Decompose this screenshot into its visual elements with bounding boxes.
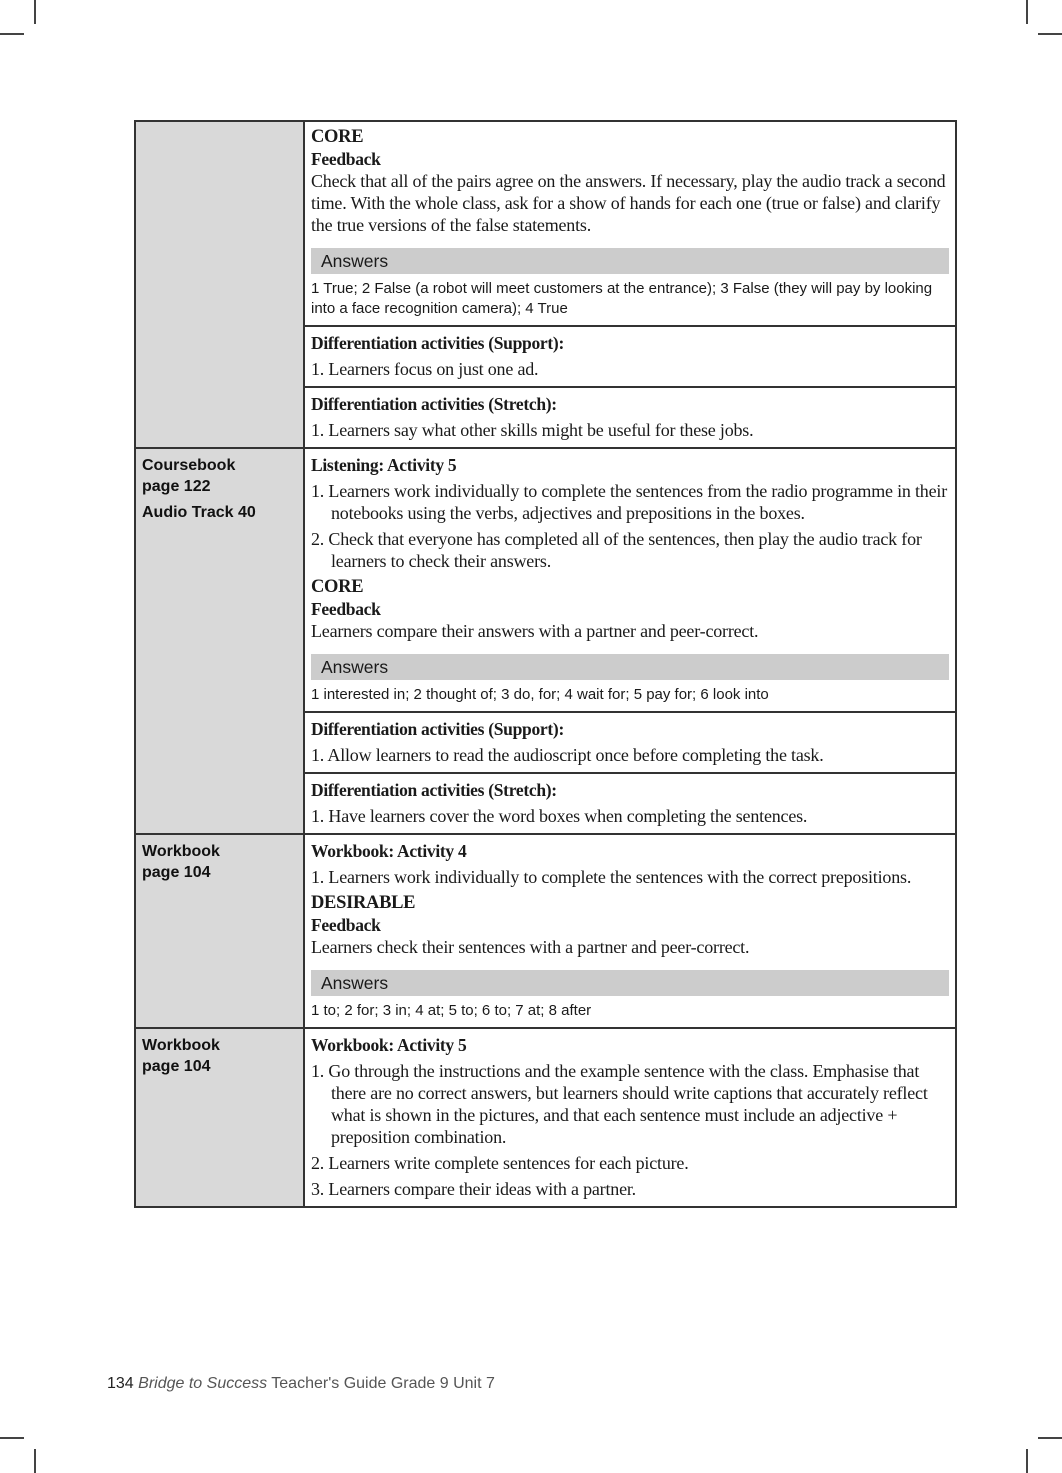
list-item: 1. Learners say what other skills might be useful for these jobs. — [311, 420, 754, 440]
list-item: 2. Check that everyone has completed all of the sentences, then play the audio track for learners to check their answers. — [311, 529, 922, 571]
list-item: 1. Allow learners to read the audioscript once before completing the task. — [311, 745, 824, 765]
feedback-heading: Feedback — [311, 149, 381, 169]
resources-cell — [135, 448, 304, 834]
crop-mark — [0, 33, 24, 35]
activity-section — [305, 1029, 955, 1206]
answers-heading: Answers — [311, 248, 949, 274]
table-row — [135, 448, 956, 834]
content-cell — [304, 1028, 956, 1207]
list-item: 1. Learners work individually to complete the sentences from the radio programme in their notebooks using the verbs, adjectives and prepositions in the boxes. — [311, 481, 947, 523]
differentiation-support — [305, 711, 955, 772]
content-cell — [304, 121, 956, 448]
content-cell — [304, 834, 956, 1028]
resource-book: Coursebook — [142, 457, 236, 474]
activity-heading: Listening: Activity 5 — [311, 455, 457, 475]
differentiation-support — [305, 325, 955, 386]
list-item: 1. Learners focus on just one ad. — [311, 359, 539, 379]
section-heading: Differentiation activities (Stretch): — [311, 780, 557, 800]
list-item: 1. Learners work individually to complete the sentences with the correct prepositions. — [311, 867, 912, 887]
crop-mark — [1026, 0, 1028, 24]
resource-book: Workbook — [142, 843, 220, 860]
level-label: DESIRABLE — [311, 893, 416, 913]
crop-mark — [34, 0, 36, 24]
page-footer — [107, 1375, 495, 1393]
differentiation-stretch — [305, 772, 955, 833]
crop-mark — [1038, 1437, 1062, 1439]
content-cell — [304, 448, 956, 834]
feedback-section — [305, 122, 955, 325]
section-heading: Differentiation activities (Stretch): — [311, 394, 557, 414]
activity-section — [305, 449, 955, 711]
table-row — [135, 121, 956, 448]
activity-heading: Workbook: Activity 5 — [311, 1035, 467, 1055]
list-item: 1. Go through the instructions and the example sentence with the class. Emphasise that there are no correct answers, but learners should write captions that accurately reflect what is shown in the pictures, and that each sentence must include an adjective + preposition combination. — [311, 1061, 928, 1147]
table-row — [135, 834, 956, 1028]
resource-page: page 104 — [142, 864, 211, 881]
page-number: 134 — [107, 1375, 134, 1392]
crop-mark — [1038, 33, 1062, 35]
lesson-plan-table — [134, 120, 957, 1208]
answers-text: 1 interested in; 2 thought of; 3 do, for; 4 wait for; 5 pay for; 6 look into — [311, 686, 769, 703]
resource-audio-track: Audio Track 40 — [142, 504, 256, 521]
resources-cell — [135, 1028, 304, 1207]
feedback-heading: Feedback — [311, 915, 381, 935]
resource-page: page 104 — [142, 1058, 211, 1075]
feedback-text: Learners compare their answers with a partner and peer-correct. — [311, 621, 759, 641]
answers-heading: Answers — [311, 970, 949, 996]
crop-mark — [0, 1437, 24, 1439]
activity-heading: Workbook: Activity 4 — [311, 841, 467, 861]
list-item: 2. Learners write complete sentences for each picture. — [311, 1153, 689, 1173]
answers-text: 1 True; 2 False (a robot will meet customers at the entrance); 3 False (they will pay by looking into a face recognition camera); 4 True — [311, 280, 933, 317]
feedback-text: Learners check their sentences with a partner and peer-correct. — [311, 937, 750, 957]
section-heading: Differentiation activities (Support): — [311, 719, 564, 739]
activity-section — [305, 835, 955, 1027]
section-heading: Differentiation activities (Support): — [311, 333, 564, 353]
level-label: CORE — [311, 127, 364, 147]
resource-book: Workbook — [142, 1037, 220, 1054]
resources-cell — [135, 834, 304, 1028]
answers-text: 1 to; 2 for; 3 in; 4 at; 5 to; 6 to; 7 at; 8 after — [311, 1002, 592, 1019]
book-title: Bridge to Success — [138, 1375, 268, 1392]
level-label: CORE — [311, 577, 364, 597]
differentiation-stretch — [305, 386, 955, 447]
crop-mark — [34, 1449, 36, 1473]
crop-mark — [1026, 1449, 1028, 1473]
feedback-text: Check that all of the pairs agree on the answers. If necessary, play the audio track a second time. With the whole class, ask for a show of hands for each one (true or false) and clarify the true versions of the false statements. — [311, 171, 946, 235]
table-row — [135, 1028, 956, 1207]
resource-page: page 122 — [142, 478, 211, 495]
answers-heading: Answers — [311, 654, 949, 680]
footer-subtitle: Teacher's Guide Grade 9 Unit 7 — [271, 1375, 495, 1392]
list-item: 1. Have learners cover the word boxes when completing the sentences. — [311, 806, 808, 826]
feedback-heading: Feedback — [311, 599, 381, 619]
resources-cell — [135, 121, 304, 448]
list-item: 3. Learners compare their ideas with a partner. — [311, 1179, 636, 1199]
